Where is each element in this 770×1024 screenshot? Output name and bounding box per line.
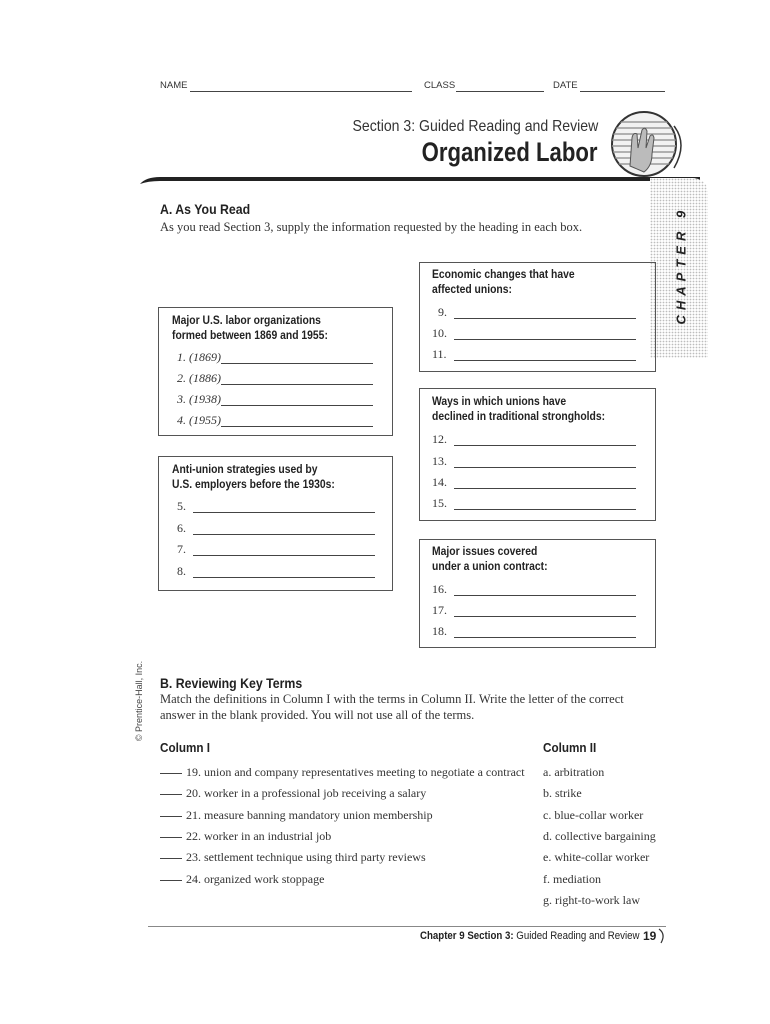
answer-blank-24[interactable] xyxy=(160,880,182,881)
issues-item-18[interactable]: 18. xyxy=(432,624,647,639)
issues-item-17[interactable]: 17. xyxy=(432,603,647,618)
date-blank[interactable] xyxy=(580,91,665,92)
part-b-instructions-2: answer in the blank provided. You will not use all of the terms. xyxy=(160,708,475,722)
name-blank[interactable] xyxy=(190,91,412,92)
section-title: Section 3: Guided Reading and Review xyxy=(352,118,598,135)
class-label: CLASS xyxy=(424,80,456,91)
part-b-instructions-1: Match the definitions in Column I with the terms in Column II. Write the letter of the correct xyxy=(160,692,624,706)
labor-organizations-title-2: formed between 1869 and 1955: xyxy=(172,330,328,342)
definition-20[interactable]: 20. worker in a professional job receiving a salary xyxy=(160,786,426,801)
class-blank[interactable] xyxy=(456,91,544,92)
footer-title: Guided Reading and Review xyxy=(513,930,640,942)
name-label: NAME xyxy=(160,80,188,91)
labor-organizations-box xyxy=(158,307,393,436)
declined-item-12[interactable]: 12. xyxy=(432,432,647,447)
labor-org-item-3[interactable]: 3. (1938) xyxy=(177,392,387,407)
answer-blank-21[interactable] xyxy=(160,816,182,817)
economic-changes-box xyxy=(419,262,656,372)
part-a-heading: A. As You Read xyxy=(160,201,251,217)
contract-issues-title-2: under a union contract: xyxy=(432,561,548,573)
economic-changes-title-1: Economic changes that have xyxy=(432,269,575,281)
anti-union-item-7[interactable]: 7. xyxy=(177,542,387,557)
unions-declined-box xyxy=(419,388,656,521)
contract-issues-title-1: Major issues covered xyxy=(432,546,538,558)
chapter-tab-label: CHAPTER 9 xyxy=(673,205,689,325)
page-number-corner xyxy=(658,928,670,944)
page-title: Organized Labor xyxy=(422,137,598,167)
anti-union-title-1: Anti-union strategies used by xyxy=(172,464,318,476)
anti-union-box xyxy=(158,456,393,591)
term-e: e. white-collar worker xyxy=(543,850,650,864)
anti-union-item-6[interactable]: 6. xyxy=(177,521,387,536)
definition-23[interactable]: 23. settlement technique using third party reviews xyxy=(160,850,426,865)
copyright-notice: © Prentice-Hall, Inc. xyxy=(134,660,144,742)
anti-union-item-5[interactable]: 5. xyxy=(177,499,387,514)
declined-item-15[interactable]: 15. xyxy=(432,496,647,511)
definition-21[interactable]: 21. measure banning mandatory union membership xyxy=(160,808,433,823)
economic-item-10[interactable]: 10. xyxy=(432,326,647,341)
labor-org-item-1[interactable]: 1. (1869) xyxy=(177,350,387,365)
part-a-instructions: As you read Section 3, supply the information requested by the heading in each box. xyxy=(160,220,583,234)
answer-blank-23[interactable] xyxy=(160,858,182,859)
term-b: b. strike xyxy=(543,786,582,800)
title-divider xyxy=(140,176,700,186)
part-b-heading: B. Reviewing Key Terms xyxy=(160,675,303,691)
answer-blank-20[interactable] xyxy=(160,794,182,795)
date-label: DATE xyxy=(553,80,578,91)
economic-item-11[interactable]: 11. xyxy=(432,347,647,362)
column-1-heading: Column I xyxy=(160,740,211,755)
term-d: d. collective bargaining xyxy=(543,829,656,843)
definition-19[interactable]: 19. union and company representatives meeting to negotiate a contract xyxy=(160,765,525,780)
issues-item-16[interactable]: 16. xyxy=(432,582,647,597)
answer-blank-19[interactable] xyxy=(160,773,182,774)
unions-declined-title-2: declined in traditional strongholds: xyxy=(432,411,606,423)
hand-text-graphic xyxy=(604,104,684,184)
contract-issues-box xyxy=(419,539,656,648)
term-f: f. mediation xyxy=(543,872,601,886)
footer-text xyxy=(420,930,640,942)
definition-24[interactable]: 24. organized work stoppage xyxy=(160,872,324,887)
economic-item-9[interactable]: 9. xyxy=(438,305,653,320)
declined-item-13[interactable]: 13. xyxy=(432,454,647,469)
labor-org-item-2[interactable]: 2. (1886) xyxy=(177,371,387,386)
page-number: 19 xyxy=(643,929,657,943)
labor-organizations-title-1: Major U.S. labor organizations xyxy=(172,315,321,327)
anti-union-item-8[interactable]: 8. xyxy=(177,564,387,579)
footer-chapter-section: Chapter 9 Section 3: xyxy=(420,930,514,942)
declined-item-14[interactable]: 14. xyxy=(432,475,647,490)
column-2-heading: Column II xyxy=(543,740,597,755)
anti-union-title-2: U.S. employers before the 1930s: xyxy=(172,479,335,491)
economic-changes-title-2: affected unions: xyxy=(432,284,512,296)
term-a: a. arbitration xyxy=(543,765,605,779)
footer-rule xyxy=(148,926,666,927)
term-g: g. right-to-work law xyxy=(543,893,640,907)
definition-22[interactable]: 22. worker in an industrial job xyxy=(160,829,331,844)
term-c: c. blue-collar worker xyxy=(543,808,644,822)
unions-declined-title-1: Ways in which unions have xyxy=(432,396,567,408)
answer-blank-22[interactable] xyxy=(160,837,182,838)
labor-org-item-4[interactable]: 4. (1955) xyxy=(177,413,387,428)
